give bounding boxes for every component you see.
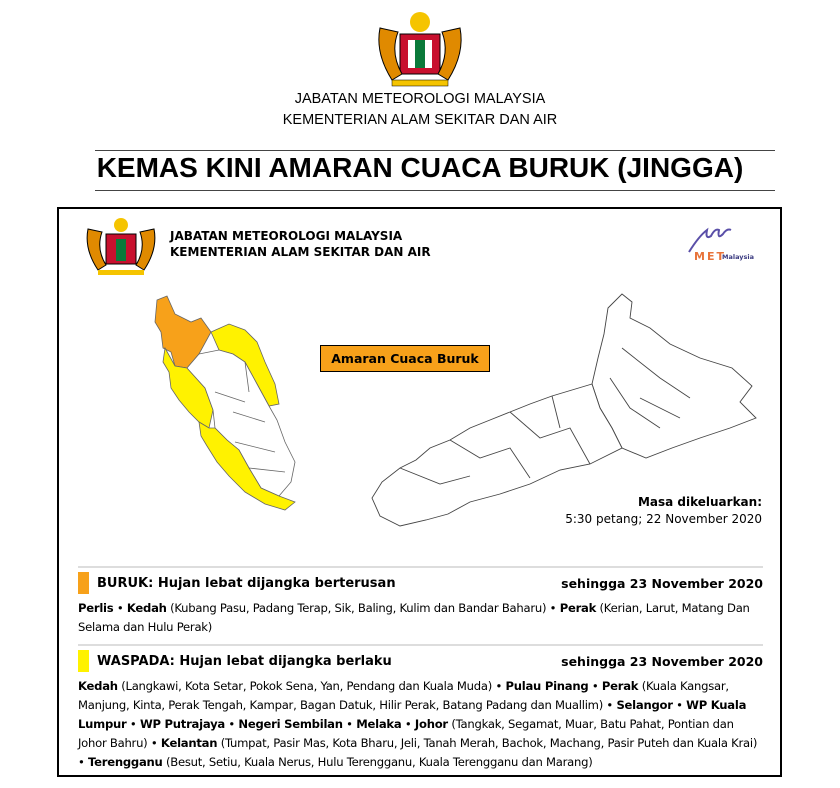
ministry-name: KEMENTERIAN ALAM SEKITAR DAN AIR [282, 112, 558, 128]
area-list [78, 599, 763, 637]
state-name: Kelantan [160, 736, 218, 750]
state-name: Perak [559, 601, 597, 615]
divider [78, 566, 763, 568]
divider [78, 644, 763, 646]
coat-of-arms-logo [80, 215, 162, 277]
district-list: (Kerian, Larut, Matang Dan Selama dan Hulu Perak) [78, 601, 750, 634]
issued-time: 5:30 petang; 22 November 2020 [565, 512, 762, 526]
bullet-separator: • [588, 679, 602, 693]
title-label: Hujan lebat dijangka berlaku [179, 653, 392, 669]
bullet-separator: • [342, 717, 357, 731]
bullet-separator: • [401, 717, 415, 731]
bullet-separator: • [78, 755, 89, 769]
level-color-bar [78, 572, 89, 594]
section-buruk [78, 566, 763, 637]
state-name: Johor [414, 717, 448, 731]
level-label: BURUK: [97, 575, 154, 591]
level-color-bar [78, 650, 89, 672]
bullet-separator: • [602, 698, 617, 712]
state-name: Negeri Sembilan [238, 717, 343, 731]
valid-until: sehingga 23 November 2020 [561, 575, 763, 591]
state-name: Melaka [356, 717, 402, 731]
district-list: (Langkawi, Kota Setar, Pokok Sena, Yan, Pendang dan Kuala Muda) [121, 679, 493, 693]
district-list: (Tumpat, Pasir Mas, Kota Bharu, Jeli, Tanah Merah, Bachok, Machang, Pasir Puteh dan Kuala Krai) [220, 736, 758, 750]
bullet-separator: • [224, 717, 239, 731]
state-name: Perak [601, 679, 639, 693]
district-list: (Kubang Pasu, Padang Terap, Sik, Baling, Kulim dan Bandar Baharu) [170, 601, 547, 615]
map-region-sabah [592, 294, 756, 458]
district-list: (Tangkak, Segamat, Muar, Batu Pahat, Pontian dan Johor Bahru) [78, 717, 734, 750]
valid-until: sehingga 23 November 2020 [561, 653, 763, 669]
logo-subtext: Malaysia [722, 253, 754, 261]
org-name: JABATAN METEOROLOGI MALAYSIA [294, 91, 546, 107]
district-list: (Kuala Kangsar, Manjung, Kinta, Perak Tengah, Kampar, Bagan Datuk, Hilir Perak, Batang Padang dan Muallim) [78, 679, 729, 712]
bullet-separator: • [672, 698, 687, 712]
divider [95, 150, 775, 151]
bullet-separator: • [126, 717, 140, 731]
level-label: WASPADA: [97, 653, 175, 669]
state-name: Selangor [616, 698, 673, 712]
state-name: Kedah [126, 601, 167, 615]
section-title [97, 576, 561, 591]
state-name: Kedah [78, 679, 118, 693]
state-name: Perlis [78, 601, 114, 615]
state-name: WP Putrajaya [139, 717, 225, 731]
org-name: JABATAN METEOROLOGI MALAYSIA [170, 229, 403, 243]
state-name: Terengganu [88, 755, 163, 769]
title-label: Hujan lebat dijangka berterusan [157, 575, 396, 591]
page-title: KEMAS KINI AMARAN CUACA BURUK (JINGGA) [96, 152, 744, 183]
section-waspada [78, 644, 763, 772]
divider [95, 190, 775, 191]
legend-buruk: Amaran Cuaca Buruk [320, 345, 490, 372]
peninsular-malaysia-map [145, 292, 325, 514]
state-name: WP Kuala Lumpur [78, 698, 747, 731]
state-name: Pulau Pinang [505, 679, 589, 693]
issued-label: Masa dikeluarkan: [637, 495, 762, 509]
bullet-separator: • [492, 679, 506, 693]
coat-of-arms-logo [370, 8, 470, 90]
met-malaysia-logo [680, 226, 765, 264]
section-title [97, 654, 561, 669]
district-list: (Besut, Setiu, Kuala Nerus, Hulu Terengganu, Kuala Terengganu dan Marang) [165, 755, 593, 769]
area-list [78, 677, 763, 772]
bullet-separator: • [147, 736, 161, 750]
ministry-name: KEMENTERIAN ALAM SEKITAR DAN AIR [170, 245, 431, 259]
bullet-separator: • [546, 601, 560, 615]
logo-text: MET [694, 250, 726, 263]
bullet-separator: • [113, 601, 127, 615]
